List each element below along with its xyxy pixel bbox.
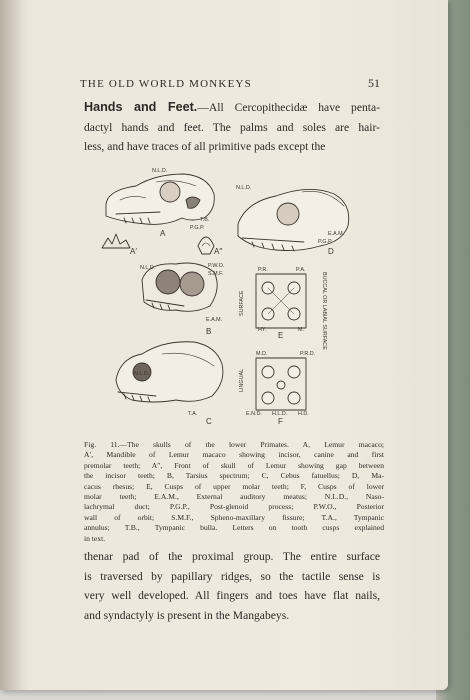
paragraph-line: is traversed by papillary ridges, so the tactile sense is	[84, 569, 380, 583]
paragraph-line: dactyl hands and feet. The palms and soles are hair-	[84, 120, 380, 134]
upper-molar-cusps-drawing	[256, 274, 306, 328]
label-e-pr: P.R.	[258, 267, 268, 273]
label-b-nld: N.L.D.	[140, 265, 156, 271]
label-e-m: M.	[298, 327, 304, 333]
label-a-pgp: P.G.P.	[190, 225, 205, 231]
label-f-prd: P.R.D.	[300, 351, 316, 357]
label-b-smf: S.M.F.	[208, 271, 224, 277]
label-surface: SURFACE	[239, 290, 245, 316]
caption-line: lachrymal duct; P.G.P., Post-glenoid process; P.W.O., Posterior	[84, 502, 384, 512]
label-e-letter: E	[278, 331, 284, 340]
caption-line: molar teeth; E.A.M., External auditory meatus; N.L.D., Naso-	[84, 492, 384, 502]
label-b-eam: E.A.M.	[206, 317, 223, 323]
label-c-letter: C	[206, 417, 212, 426]
paragraph-line: less, and have traces of all primitive pads except the	[84, 140, 326, 153]
label-a-nld: N.L.D.	[152, 168, 168, 174]
paragraph-line: very well developed. All fingers and toes have flat nails,	[84, 589, 380, 602]
page-number: 51	[368, 76, 380, 90]
label-f-end: E.N.D.	[246, 411, 262, 417]
top-paragraph	[84, 98, 380, 157]
label-lingual: LINGUAL	[239, 368, 245, 392]
label-b-letter: B	[206, 327, 212, 336]
label-f-hld: H.L.D.	[272, 411, 288, 417]
running-head	[80, 76, 380, 91]
skull-c-drawing	[116, 342, 223, 402]
label-a-double-prime: A″	[214, 247, 223, 256]
bottom-paragraph	[84, 547, 380, 625]
label-a-letter: A	[160, 229, 166, 238]
label-b-pwo: P.W.O.	[208, 263, 225, 269]
figure-caption	[84, 440, 384, 544]
caption-line: annulus; T.B., Tympanic bulla. Letters on tooth cusps explained	[84, 523, 384, 533]
caption-line: wall of orbit; S.M.F., Spheno-maxillary fissure; T.A., Tympanic	[84, 512, 384, 522]
label-a-tb: T.B.	[200, 217, 210, 223]
skull-illustration	[96, 160, 376, 430]
caption-line: in text.	[84, 533, 106, 543]
caption-line: A′, Mandible of Lemur macaco showing incisor, canine and first	[84, 450, 384, 460]
label-c-nld: N.L.D.	[134, 371, 150, 377]
label-f-hd: H.D.	[298, 411, 309, 417]
label-e-hy: HY.	[258, 327, 267, 333]
lower-molar-cusps-drawing	[256, 358, 306, 410]
paragraph-line: thenar pad of the proximal group. The entire surface	[84, 550, 380, 563]
caption-line: Fig. 11.—The skulls of the lower Primates. A, Lemur macaco;	[84, 440, 384, 449]
label-f-md: M.D.	[256, 351, 268, 357]
front-skull-a-double-drawing	[198, 237, 214, 254]
label-c-ta: T.A.	[188, 411, 198, 417]
running-head-title: THE OLD WORLD MONKEYS	[80, 78, 252, 90]
label-a-prime: A′	[130, 247, 137, 256]
caption-line: the incisor teeth; B, Tarsius spectrum; C, Cebus fatuellus; D, Ma-	[84, 471, 384, 481]
mandible-a-prime-drawing	[102, 234, 130, 248]
skull-a-drawing	[106, 174, 214, 224]
label-f-letter: F	[278, 417, 283, 426]
paragraph-line: Hands and Feet.—All Cercopithecidæ have penta-	[84, 100, 380, 114]
caption-line: cacus rhesus; E, Cusps of upper molar teeth; F, Cusps of lower	[84, 481, 384, 491]
label-d-letter: D	[328, 247, 334, 256]
label-d-eam: E.A.M.	[328, 231, 345, 237]
caption-line: premolar teeth; A″, Front of skull of Lemur showing gap between	[84, 460, 384, 470]
skull-figure	[96, 160, 376, 430]
label-d-pgp: P.G.P.	[318, 239, 333, 245]
paragraph-line: and syndactyly is present in the Mangabeys.	[84, 608, 290, 622]
label-e-pa: P.A.	[296, 267, 306, 273]
label-d-nld: N.L.D.	[236, 185, 252, 191]
label-buccal-surface: BUCCAL OR LABIAL SURFACE	[321, 272, 327, 350]
section-heading: Hands and Feet.	[84, 100, 198, 114]
page-gutter	[0, 0, 22, 690]
